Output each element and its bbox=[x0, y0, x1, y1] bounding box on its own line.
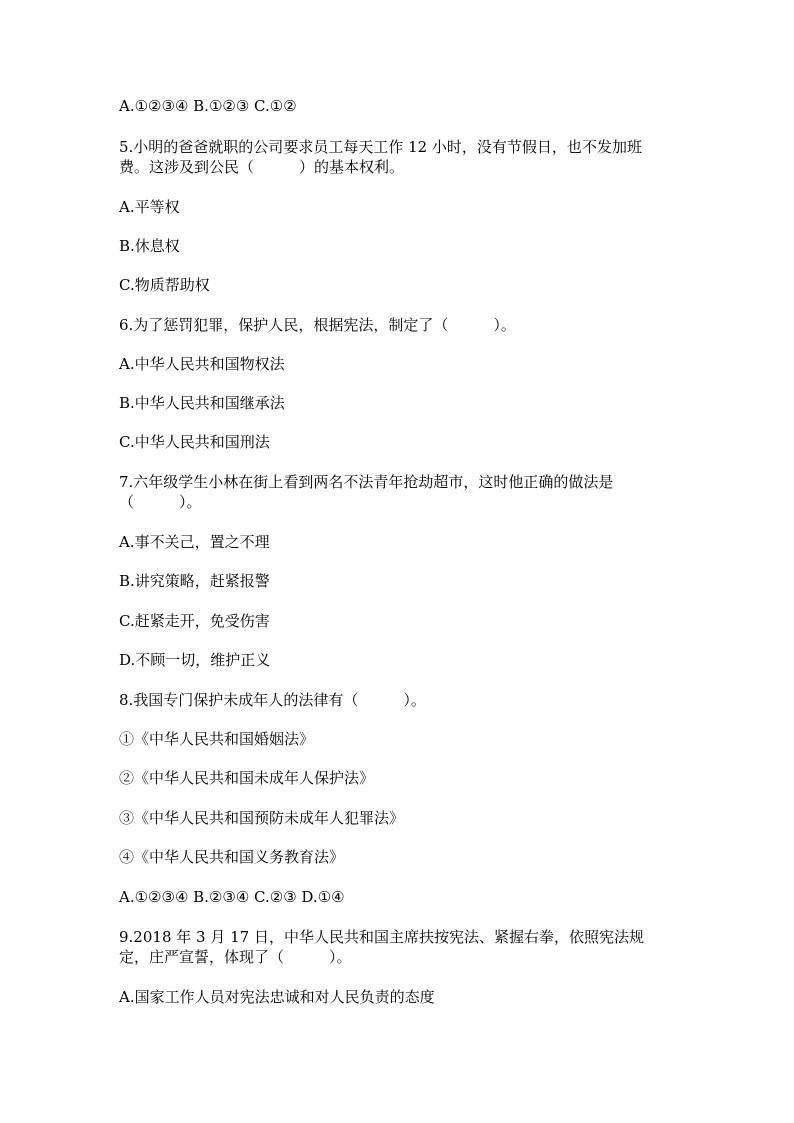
q7-option-a: A.事不关己，置之不理 bbox=[119, 533, 270, 551]
q5-stem-line-1: 5.小明的爸爸就职的公司要求员工每天工作 12 小时，没有节假日，也不发加班 bbox=[119, 138, 642, 156]
q7-stem-line-1: 7.六年级学生小林在街上看到两名不法青年抢劫超市，这时他正确的做法是 bbox=[119, 473, 614, 491]
q9-stem-line-2: 定，庄严宣誓，体现了（ ）。 bbox=[119, 948, 352, 966]
q5-option-c: C.物质帮助权 bbox=[119, 276, 210, 294]
q8-item-3: ③《中华人民共和国预防未成年人犯罪法》 bbox=[119, 809, 405, 827]
q8-item-4: ④《中华人民共和国义务教育法》 bbox=[119, 848, 345, 866]
q7-option-c: C.赶紧走开，免受伤害 bbox=[119, 612, 270, 630]
q5-option-b: B.休息权 bbox=[119, 237, 180, 255]
q7-option-d: D.不顾一切，维护正义 bbox=[119, 651, 271, 669]
q5-option-a: A.平等权 bbox=[119, 198, 180, 216]
q7-stem-line-2: （ ）。 bbox=[119, 493, 202, 511]
q6-option-b: B.中华人民共和国继承法 bbox=[119, 394, 285, 412]
q8-stem: 8.我国专门保护未成年人的法律有（ ）。 bbox=[119, 691, 426, 709]
q6-option-c: C.中华人民共和国刑法 bbox=[119, 433, 270, 451]
q4-options: A.①②③④ B.①②③ C.①② bbox=[119, 97, 297, 115]
q6-option-a: A.中华人民共和国物权法 bbox=[119, 355, 285, 373]
q8-options: A.①②③④ B.②③④ C.②③ D.①④ bbox=[119, 888, 345, 906]
q8-item-1: ①《中华人民共和国婚姻法》 bbox=[119, 730, 315, 748]
q8-item-2: ②《中华人民共和国未成年人保护法》 bbox=[119, 769, 375, 787]
q7-option-b: B.讲究策略，赶紧报警 bbox=[119, 572, 270, 590]
q9-stem-line-1: 9.2018 年 3 月 17 日，中华人民共和国主席扶按宪法、紧握右拳，依照宪法规 bbox=[119, 928, 644, 946]
q5-stem-line-2: 费。这涉及到公民（ ）的基本权利。 bbox=[119, 158, 405, 176]
q6-stem: 6.为了惩罚犯罪，保护人民，根据宪法，制定了（ ）。 bbox=[119, 316, 516, 334]
q9-option-a: A.国家工作人员对宪法忠诚和对人民负责的态度 bbox=[119, 988, 435, 1006]
